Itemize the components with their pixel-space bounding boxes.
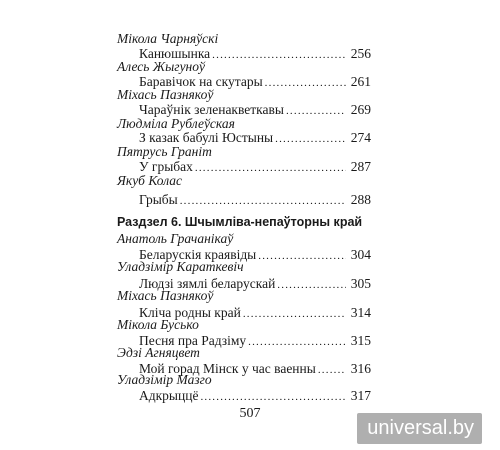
toc-author: Людміла Рублеўская <box>117 116 235 131</box>
toc-entry-title: У грыбах <box>139 159 193 174</box>
toc-author: Эдзі Агняцвет <box>117 345 200 360</box>
toc-author: Уладзімір Караткевіч <box>117 259 244 274</box>
toc-leader-dots <box>243 306 346 322</box>
toc-entry-page: 314 <box>350 305 371 320</box>
toc-leader-dots <box>200 389 346 405</box>
toc-leader-dots <box>195 160 346 176</box>
toc-entry <box>139 192 371 209</box>
toc-leader-dots <box>277 277 346 293</box>
toc-entry-title: Адкрыццё <box>139 388 199 403</box>
toc-author: Анатоль Грачанікаў <box>117 231 234 246</box>
toc-entry-title: Песня пра Радзіму <box>139 333 247 348</box>
toc-author: Мікола Бусько <box>117 317 199 332</box>
toc-entry-page: 287 <box>350 159 371 174</box>
toc-leader-dots <box>265 75 346 91</box>
toc-entry-page: 256 <box>350 46 371 61</box>
toc-entry-title: Кліча родны край <box>139 305 241 320</box>
toc-entry-title: Чараўнік зеленакветкавы <box>139 102 284 117</box>
toc-entry-page: 315 <box>350 333 371 348</box>
toc-entry-title: Людзі зямлі беларускай <box>139 276 276 291</box>
toc-leader-dots <box>248 334 346 350</box>
toc-entry-page: 274 <box>350 130 371 145</box>
toc-entry-page: 261 <box>350 74 371 89</box>
toc-leader-dots <box>258 248 346 264</box>
toc-author: Міхась Пазнякоў <box>117 288 214 303</box>
page-number: 507 <box>239 406 261 421</box>
toc-entry-title: Канюшынка <box>139 46 211 61</box>
toc-entry-page: 305 <box>350 276 371 291</box>
toc-entry-title: З казак бабулі Юстыны <box>139 130 274 145</box>
toc-entry-page: 316 <box>350 361 371 376</box>
toc-author: Уладзімір Мазго <box>117 372 212 387</box>
toc-leader-dots <box>212 47 346 63</box>
toc-author: Алесь Жыгуноў <box>117 59 206 74</box>
section-heading: Раздзел 6. Шчымліва-непаўторны край <box>117 215 363 229</box>
toc-entry <box>139 388 371 405</box>
toc-author: Якуб Колас <box>117 173 183 188</box>
toc-author: Пятрусь Граніт <box>117 144 212 159</box>
toc-leader-dots <box>180 193 346 209</box>
toc-author: Мікола Чарняўскі <box>117 31 219 46</box>
toc-entry-page: 269 <box>350 102 371 117</box>
toc-entry-title: Беларускія краявіды <box>139 247 257 262</box>
toc-entry-page: 304 <box>350 247 371 262</box>
watermark: universal.by <box>357 413 482 444</box>
toc-author: Міхась Пазнякоў <box>117 87 214 102</box>
toc-leader-dots <box>286 103 346 119</box>
toc-entry-title: Баравічок на скутары <box>139 74 263 89</box>
toc-entry-page: 317 <box>350 388 371 403</box>
toc-entry-title: Грыбы <box>139 192 178 207</box>
toc-leader-dots <box>318 362 346 378</box>
toc-entry-title: Мой горад Мінск у час ваенны <box>139 361 316 376</box>
toc-leader-dots <box>275 131 346 147</box>
toc-entry-page: 288 <box>350 192 371 207</box>
